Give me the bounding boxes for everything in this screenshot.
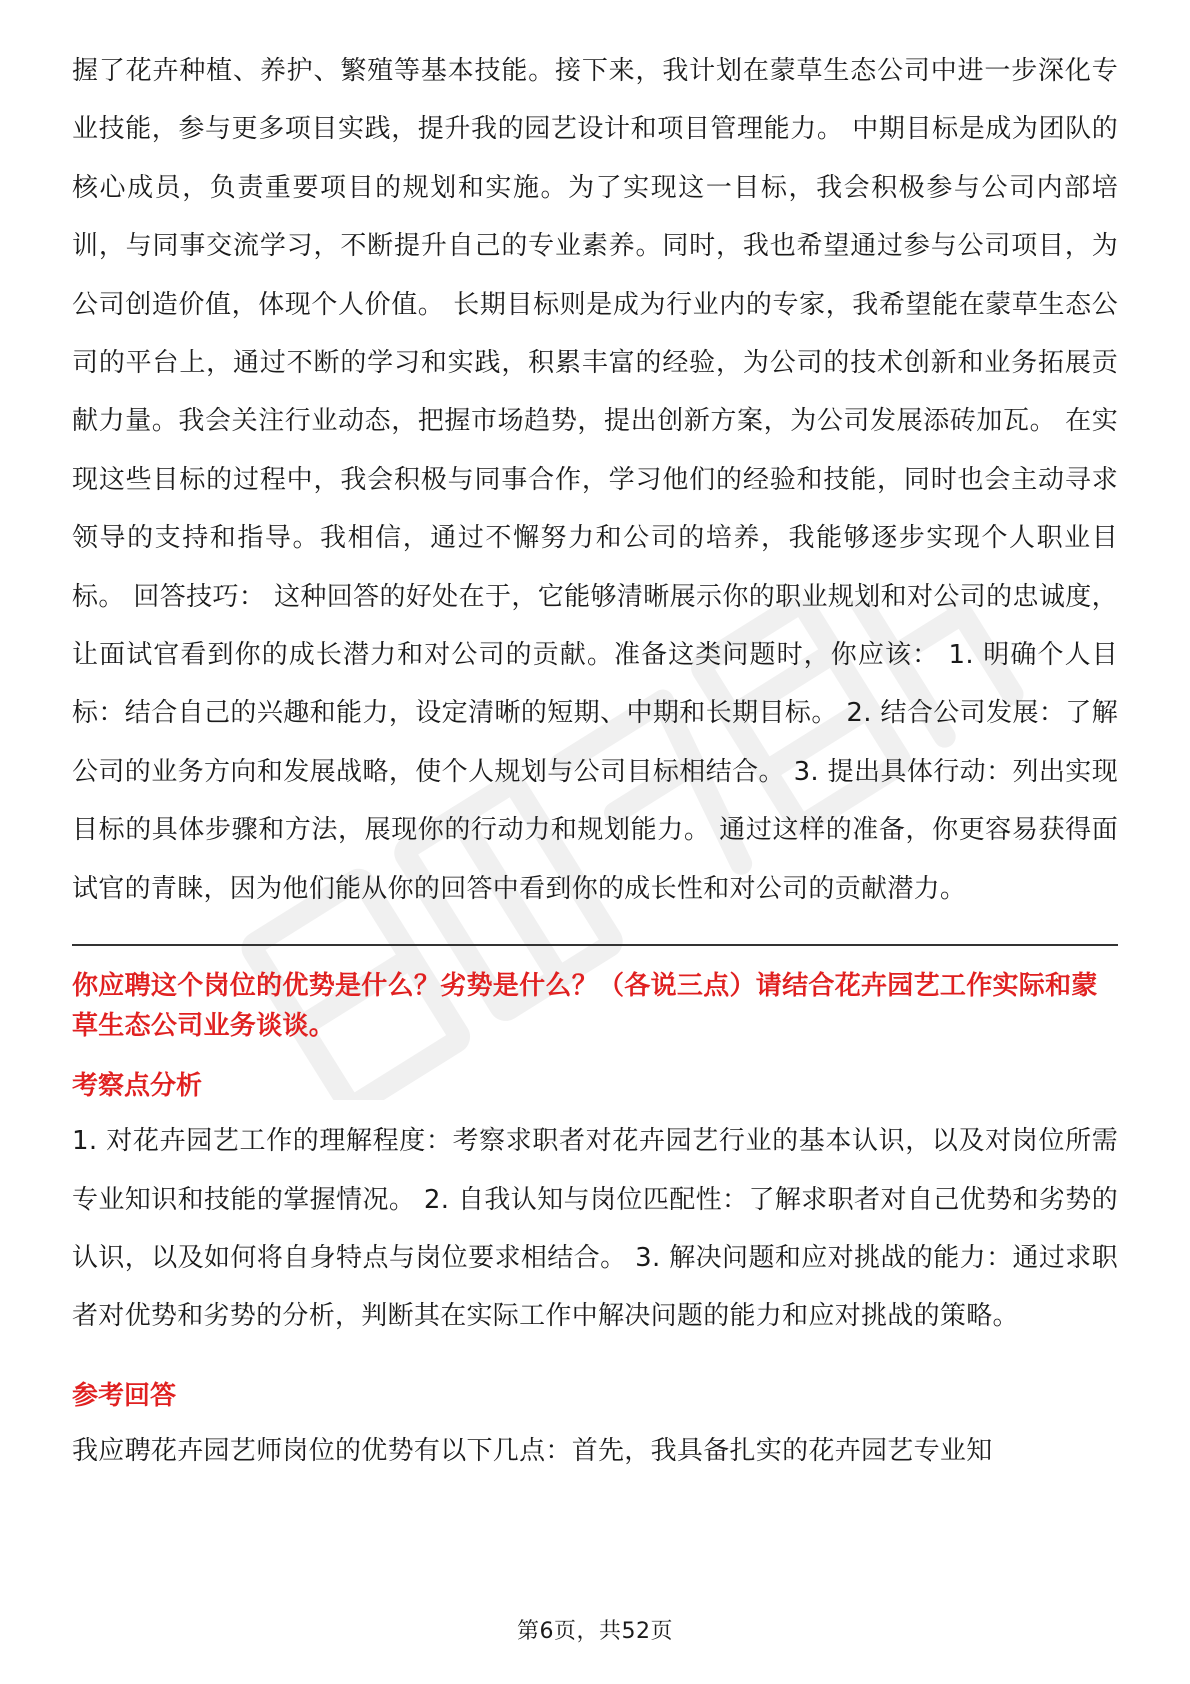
reference-answer-text: 我应聘花卉园艺师岗位的优势有以下几点：首先，我具备扎实的花卉园艺专业知 [72, 1435, 993, 1466]
reference-heading: 参考回答 [72, 1380, 177, 1411]
section-divider [72, 944, 1118, 946]
analysis-text: 1. 对花卉园艺工作的理解程度：考察求职者对花卉园艺行业的基本认识，以及对岗位所需专业知识和技能的掌握情况。 2. 自我认知与岗位匹配性：了解求职者对自己优势和劣势的认识，以及如何将自身特点与岗位要求相结合。 3. 解决问题和应对挑战的能力：通过求职者对优势和劣势的分析，判断其在实际工作中解决问题的能力和应对挑战的策略。 [72, 1126, 1118, 1332]
intro-paragraph: 握了花卉种植、养护、繁殖等基本技能。接下来，我计划在蒙草生态公司中进一步深化专业技能，参与更多项目实践，提升我的园艺设计和项目管理能力。 中期目标是成为团队的核心成员，负责重要项目的规划和实施。为了实现这一目标，我会积极参与公司内部培训，与同事交流学习，不断提升自己的专业素养。同时，我也希望通过参与公司项目，为公司创造价值，体现个人价值。 长期目标则是成为行业内的专家，我希望能在蒙草生态公司的平台上，通过不断的学习和实践，积累丰富的经验，为公司的技术创新和业务拓展贡献力量。我会关注行业动态，把握市场趋势，提出创新方案，为公司发展添砖加瓦。 在实现这些目标的过程中，我会积极与同事合作，学习他们的经验和技能，同时也会主动寻求领导的支持和指导。我相信，通过不懈努力和公司的培养，我能够逐步实现个人职业目标。 回答技巧： 这种回答的好处在于，它能够清晰展示你的职业规划和对公司的忠诚度，让面试官看到你的成长潜力和对公司的贡献。准备这类问题时，你应该： 1. 明确个人目标：结合自己的兴趣和能力，设定清晰的短期、中期和长期目标。 2. 结合公司发展：了解公司的业务方向和发展战略，使个人规划与公司目标相结合。 3. 提出具体行动：列出实现目标的具体步骤和方法，展现你的行动力和规划能力。 通过这样的准备，你更容易获得面试官的青睐，因为他们能从你的回答中看到你的成长性和对公司的贡献潜力。 [72, 56, 1118, 904]
main-content [72, 42, 1118, 1480]
interview-question: 你应聘这个岗位的优势是什么？劣势是什么？（各说三点）请结合花卉园艺工作实际和蒙草生态公司业务谈谈。 [72, 971, 1098, 1042]
analysis-heading: 考察点分析 [72, 1071, 203, 1102]
page-number-footer: 第6页，共52页 [517, 1619, 673, 1644]
